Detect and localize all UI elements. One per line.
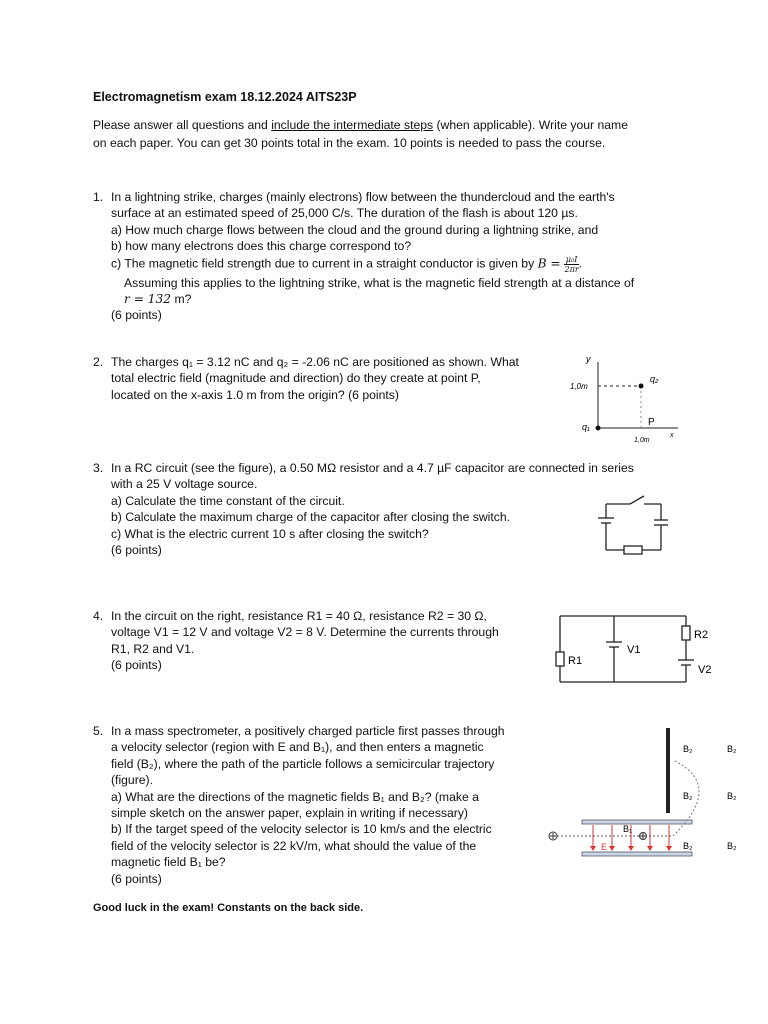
question-number: 3. [93,461,104,475]
q5-line: field of the velocity selector is 22 kV/m, what should the value of the [111,838,477,853]
two-source-circuit-figure [552,608,727,688]
b2-label: B₂ [683,841,693,851]
x-label: x [670,432,674,439]
q3-line: c) What is the electric current 10 s after closing the switch? [111,526,429,541]
x-tick: 1,0m [634,437,650,444]
b1-label: B₁ [623,824,633,834]
q2-line: located on the x-axis 1.0 m from the origin? (6 points) [111,387,399,402]
mass-spectrometer-figure [545,725,750,860]
formula-fraction [564,255,578,274]
q1-line: b) how many electrons does this charge correspond to? [111,239,412,254]
q5-line: simple sketch on the answer paper, explain in writing if necessary) [111,806,468,821]
q1-c-text: c) The magnetic field strength due to current in a straight conductor is given by [111,256,538,271]
q4-line: (6 points) [111,658,162,673]
r-unit: m? [171,292,192,307]
r2-label: R2 [694,629,709,641]
q5-line: magnetic field B₁ be? [111,855,226,870]
v1-label: V1 [627,644,641,656]
q2-line: The charges q₁ = 3.12 nC and q₂ = -2.06 nC are positioned as shown. What [111,355,519,369]
b2-label: B₂ [683,744,693,754]
q3-line: In a RC circuit (see the figure), a 0.50 MΩ resistor and a 4.7 µF capacitor are connected in series [111,461,634,475]
charges-figure [560,350,700,445]
q1-points: (6 points) [111,308,162,323]
upper-plate [582,820,692,824]
q3-line: (6 points) [111,543,162,558]
question-number: 1. [93,190,104,204]
intro-text-3: on each paper. You can get 30 points total in the exam. 10 points is needed to pass the course. [93,136,606,150]
q3-line: with a 25 V voltage source. [111,477,258,492]
y-label: y [586,354,591,364]
q1-line: surface at an estimated speed of 25,000 C/s. The duration of the flash is about 120 µs. [111,206,578,221]
frac-numerator: μ₀I [565,254,578,264]
q1-label: q₁ [582,422,590,432]
q2-charge [639,384,644,389]
rc-circuit-figure [590,484,675,556]
exam-title: Electromagnetism exam 18.12.2024 AITS23P [93,90,357,104]
intro-paragraph [93,116,683,152]
intro-underlined: include the intermediate steps [271,118,434,132]
q5-line: a velocity selector (region with E and B₁), and then enters a magnetic [111,740,484,755]
question-number: 5. [93,724,104,738]
b2-label: B₂ [727,744,737,754]
r-value: r = 132 [124,292,172,307]
b2-label: B₂ [727,841,737,851]
q5-line: field (B₂), where the path of the particle follows a semicircular trajectory [111,756,495,771]
q1-assume: Assuming this applies to the lightning strike, what is the magnetic field strength at a distance of [124,275,635,290]
y-tick: 1,0m [570,382,588,391]
r1-label: R1 [568,655,583,667]
q1-line: In a lightning strike, charges (mainly electrons) flow between the thundercloud and the earth's [111,190,615,204]
b2-label: B₂ [727,791,737,801]
q1-charge [596,426,601,431]
question-number: 2. [93,355,104,369]
frac-denominator: 2πr [564,264,579,274]
intro-text-1: Please answer all questions and [93,118,272,132]
q1-distance [111,291,634,307]
q5-line: In a mass spectrometer, a positively charged particle first passes through [111,724,505,738]
q2-label: q₂ [650,374,659,384]
q5-line: (6 points) [111,871,162,886]
formula-lhs: B = [537,256,565,271]
lower-plate [582,852,692,856]
q5-line: (figure). [111,773,153,788]
question-number: 4. [93,609,104,623]
b2-label: B₂ [683,791,693,801]
r2-resistor [682,626,690,640]
q1-part-c: c) The magnetic field strength due to current in a straight conductor is given by B = $\frac{\text{μ₀I}}{2\pi r}$ . [111,254,583,274]
v2-label: V2 [698,664,712,676]
q5-line: b) If the target speed of the velocity selector is 10 km/s and the electric [111,822,492,837]
resistor [624,546,642,554]
e-label: E [601,842,608,852]
q1-line: a) How much charge flows between the cloud and the ground during a lightning strike, and [111,222,599,237]
q3-line: b) Calculate the maximum charge of the capacitor after closing the switch. [111,510,510,525]
footer-note: Good luck in the exam! Constants on the back side. [93,902,364,914]
q2-line: total electric field (magnitude and direction) do they create at point P, [111,371,481,386]
p-label: P [648,417,655,428]
q4-line: R1, R2 and V1. [111,641,195,656]
q5-line: a) What are the directions of the magnetic fields B₁ and B₂? (make a [111,789,479,804]
r1-resistor [556,652,564,666]
q4-line: voltage V1 = 12 V and voltage V2 = 8 V. Determine the currents through [111,625,499,640]
switch-blade [630,496,644,504]
intro-text-2: (when applicable). Write your name [433,118,628,132]
q3-line: a) Calculate the time constant of the circuit. [111,493,345,508]
q4-line: In the circuit on the right, resistance R1 = 40 Ω, resistance R2 = 30 Ω, [111,609,487,623]
